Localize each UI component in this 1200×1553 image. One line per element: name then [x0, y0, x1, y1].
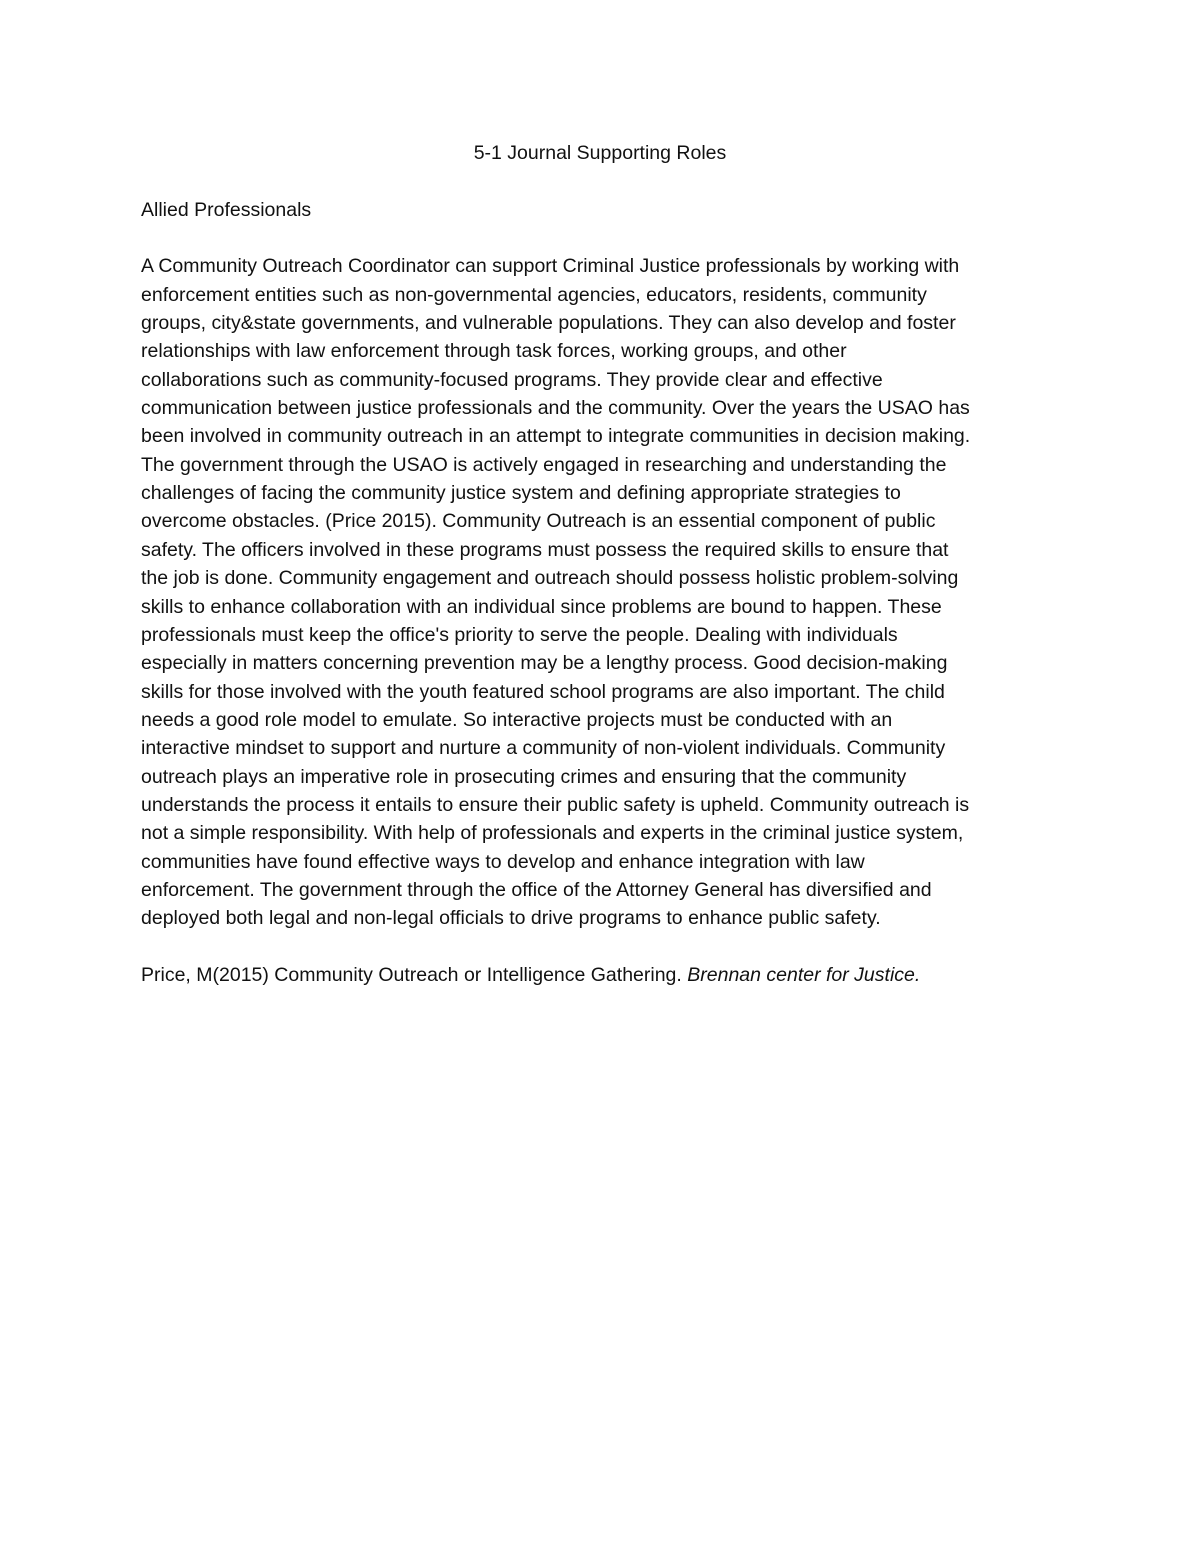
body-line: A Community Outreach Coordinator can support Criminal Justice professionals by working with	[141, 255, 960, 278]
body-line: skills for those involved with the youth featured school programs are also important. The child	[141, 680, 945, 703]
body-line: deployed both legal and non-legal officials to drive programs to enhance public safety.	[141, 907, 881, 930]
document-content	[141, 139, 1071, 989]
body-line: needs a good role model to emulate. So interactive projects must be conducted with an	[141, 708, 893, 731]
body-line: professionals must keep the office's priority to serve the people. Dealing with individuals	[141, 623, 898, 646]
reference-source: Brennan center for Justice.	[687, 963, 921, 986]
body-line: skills to enhance collaboration with an individual since problems are bound to happen. These	[141, 595, 942, 618]
body-line: relationships with law enforcement through task forces, working groups, and other	[141, 340, 847, 363]
body-line: been involved in community outreach in an attempt to integrate communities in decision making.	[141, 425, 971, 448]
body-line: collaborations such as community-focused programs. They provide clear and effective	[141, 368, 883, 391]
body-line: The government through the USAO is actively engaged in researching and understanding the	[141, 453, 947, 476]
document-title: 5-1 Journal Supporting Roles	[473, 142, 727, 164]
body-paragraph	[141, 252, 1071, 932]
body-line: safety. The officers involved in these programs must possess the required skills to ensure that	[141, 538, 949, 561]
body-line: especially in matters concerning prevention may be a lengthy process. Good decision-making	[141, 652, 948, 675]
body-line: communication between justice professionals and the community. Over the years the USAO has	[141, 397, 970, 420]
body-line: enforcement entities such as non-governmental agencies, educators, residents, community	[141, 283, 927, 306]
section-heading: Allied Professionals	[141, 198, 312, 221]
body-line: the job is done. Community engagement and outreach should possess holistic problem-solving	[141, 567, 959, 590]
body-line: communities have found effective ways to develop and enhance integration with law	[141, 850, 865, 873]
body-line: groups, city&state governments, and vulnerable populations. They can also develop and foster	[141, 312, 956, 335]
reference-citation	[141, 961, 1071, 989]
body-line: outreach plays an imperative role in prosecuting crimes and ensuring that the community	[141, 765, 907, 788]
body-line: enforcement. The government through the office of the Attorney General has diversified and	[141, 878, 932, 901]
body-line: challenges of facing the community justice system and defining appropriate strategies to	[141, 482, 901, 505]
body-line: overcome obstacles. (Price 2015). Community Outreach is an essential component of public	[141, 510, 936, 533]
body-line: understands the process it entails to ensure their public safety is upheld. Community outreach is	[141, 793, 970, 816]
body-line: not a simple responsibility. With help of professionals and experts in the criminal justice system,	[141, 822, 964, 845]
reference-text: Price, M(2015) Community Outreach or Intelligence Gathering.	[141, 963, 688, 986]
body-line: interactive mindset to support and nurture a community of non-violent individuals. Community	[141, 737, 946, 760]
